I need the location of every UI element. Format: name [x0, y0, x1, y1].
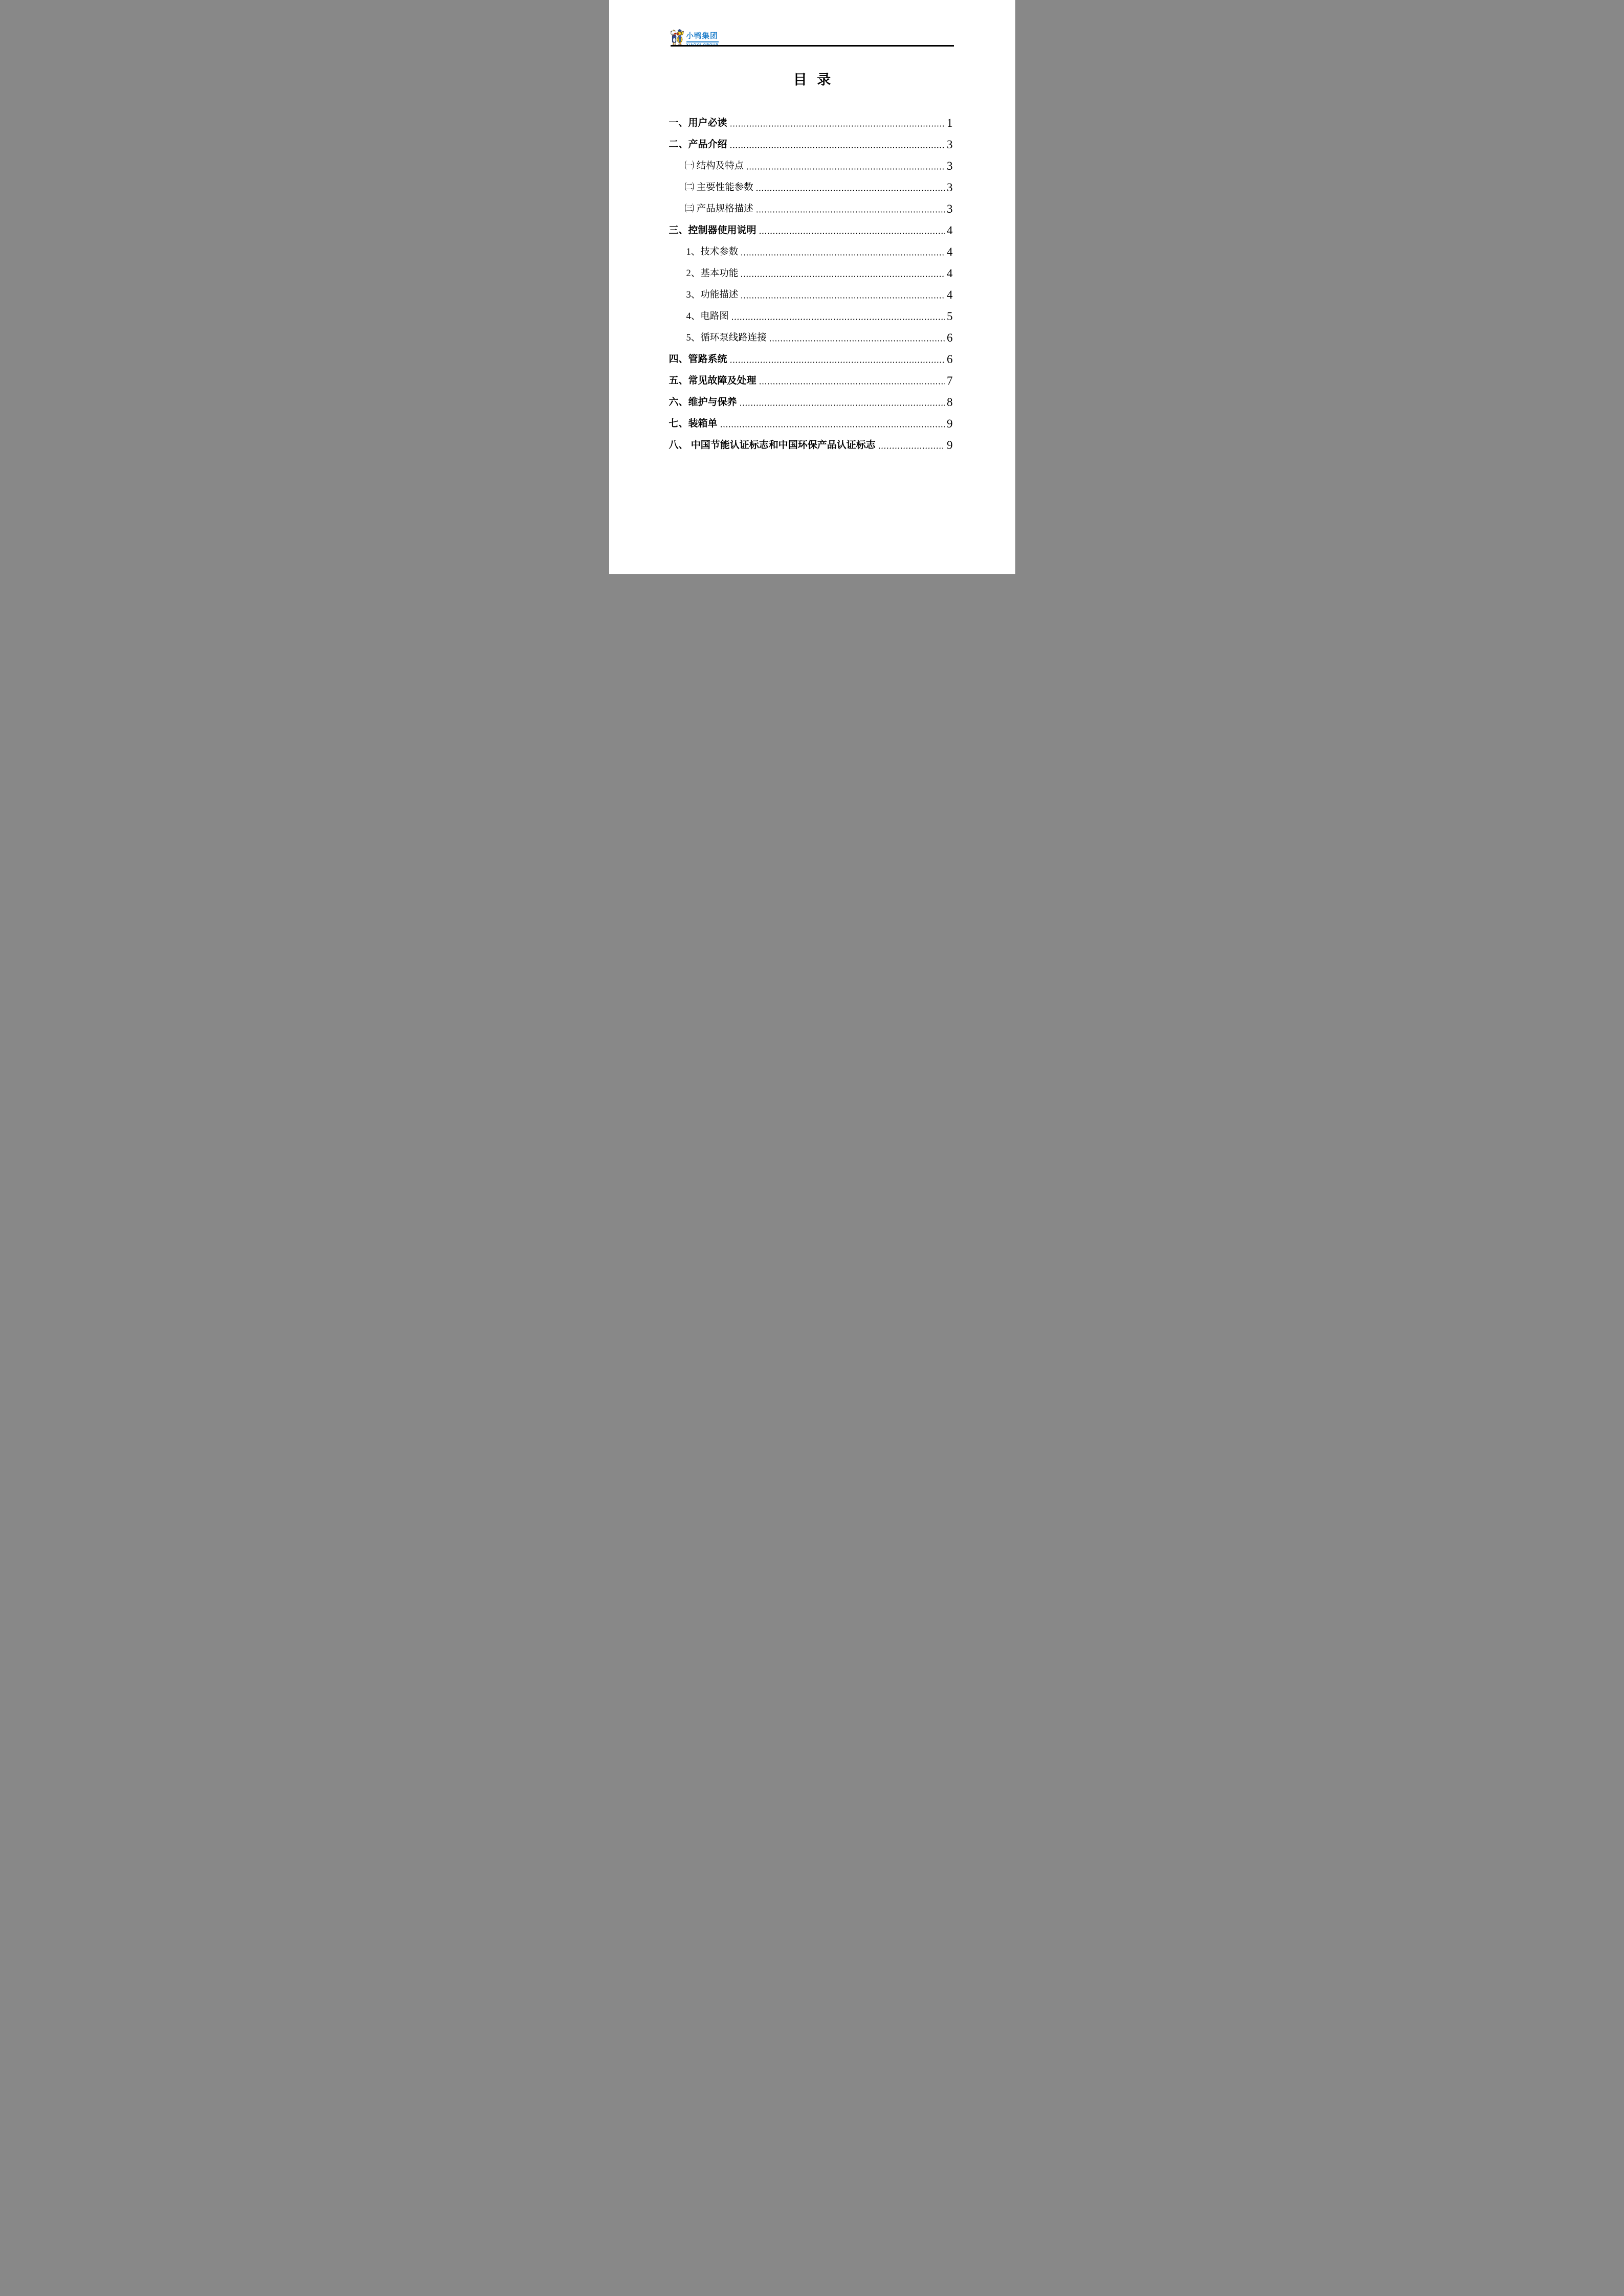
dot-leader	[730, 147, 945, 148]
dot-leader	[730, 125, 945, 127]
toc-entry-label: 八、 中国节能认证标志和中国环保产品认证标志	[669, 440, 876, 451]
toc-entry[interactable]	[609, 432, 1015, 453]
dot-leader	[879, 447, 945, 449]
header-rule	[671, 45, 954, 47]
toc-entry[interactable]	[609, 109, 1015, 131]
brand-name-cn: 小鸭集团	[686, 32, 718, 40]
toc-entry-page: 6	[947, 331, 953, 344]
toc-entry-label: 4、电路图	[686, 311, 729, 322]
toc-entry-page: 7	[947, 374, 953, 387]
toc-entry-page: 4	[947, 267, 953, 280]
toc-entry[interactable]	[609, 303, 1015, 324]
dot-leader	[760, 383, 945, 385]
dot-leader	[760, 233, 945, 234]
toc-entry[interactable]	[609, 238, 1015, 260]
toc-entry-label: 5、循环泵线路连接	[686, 332, 767, 343]
toc-entry-page: 4	[947, 245, 953, 258]
dot-leader	[747, 168, 945, 170]
toc-entry-label: 四、管路系统	[669, 354, 727, 365]
toc-entry-page: 6	[947, 353, 953, 366]
dot-leader	[741, 276, 945, 277]
toc-entry[interactable]	[609, 389, 1015, 410]
toc-entry-page: 4	[947, 224, 953, 237]
toc-entry-label: 三、控制器使用说明	[669, 225, 757, 236]
toc-entry[interactable]	[609, 367, 1015, 389]
toc-entry-page: 1	[947, 117, 953, 129]
toc-entry[interactable]	[609, 174, 1015, 195]
toc-entry[interactable]	[609, 324, 1015, 346]
brand-underline	[686, 41, 719, 42]
dot-leader	[770, 340, 945, 342]
dot-leader	[730, 362, 945, 363]
toc-entry[interactable]	[609, 346, 1015, 367]
toc-entry[interactable]	[609, 281, 1015, 303]
xiaoya-logo	[670, 29, 719, 47]
two-ducks-logo-icon	[670, 29, 685, 45]
page-title: 目 录	[793, 72, 834, 87]
dot-leader	[741, 297, 945, 299]
toc-entry-page: 4	[947, 288, 953, 301]
toc-entry-page: 3	[947, 160, 953, 172]
document-page	[609, 0, 1015, 574]
toc-entry-page: 9	[947, 417, 953, 430]
toc-entry[interactable]	[609, 152, 1015, 174]
toc-entry[interactable]	[609, 217, 1015, 238]
toc-entry-label: 1、技术参数	[686, 246, 739, 257]
toc-entry-page: 9	[947, 439, 953, 452]
dot-leader	[757, 190, 945, 191]
dot-leader	[721, 426, 945, 427]
toc-entry-page: 3	[947, 181, 953, 194]
toc-entry-label: ㈠ 结构及特点	[684, 161, 744, 171]
toc-entry[interactable]	[609, 131, 1015, 152]
toc-entry-page: 5	[947, 310, 953, 323]
toc-entry-label: ㈢ 产品规格描述	[684, 204, 753, 214]
toc-entry-label: 二、产品介绍	[669, 139, 727, 150]
dot-leader	[741, 254, 945, 256]
dot-leader	[757, 211, 945, 213]
toc-entry-label: 3、功能描述	[686, 289, 739, 300]
toc-entry-label: 五、常见故障及处理	[669, 375, 757, 387]
toc-entry[interactable]	[609, 195, 1015, 217]
toc-entry-label: 六、维护与保养	[669, 397, 737, 408]
toc-entry-label: 一、用户必读	[669, 118, 727, 129]
toc-entry-label: 七、装箱单	[669, 418, 718, 430]
dot-leader	[732, 319, 945, 320]
toc-list	[609, 109, 1015, 453]
toc-entry-label: 2、基本功能	[686, 268, 739, 279]
toc-entry-page: 8	[947, 396, 953, 409]
logo-text-block	[686, 29, 719, 47]
toc-entry-label: ㈡ 主要性能参数	[684, 182, 753, 193]
toc-entry[interactable]	[609, 260, 1015, 281]
toc-entry[interactable]	[609, 410, 1015, 432]
toc-entry-page: 3	[947, 202, 953, 215]
dot-leader	[740, 404, 945, 406]
toc-entry-page: 3	[947, 138, 953, 151]
